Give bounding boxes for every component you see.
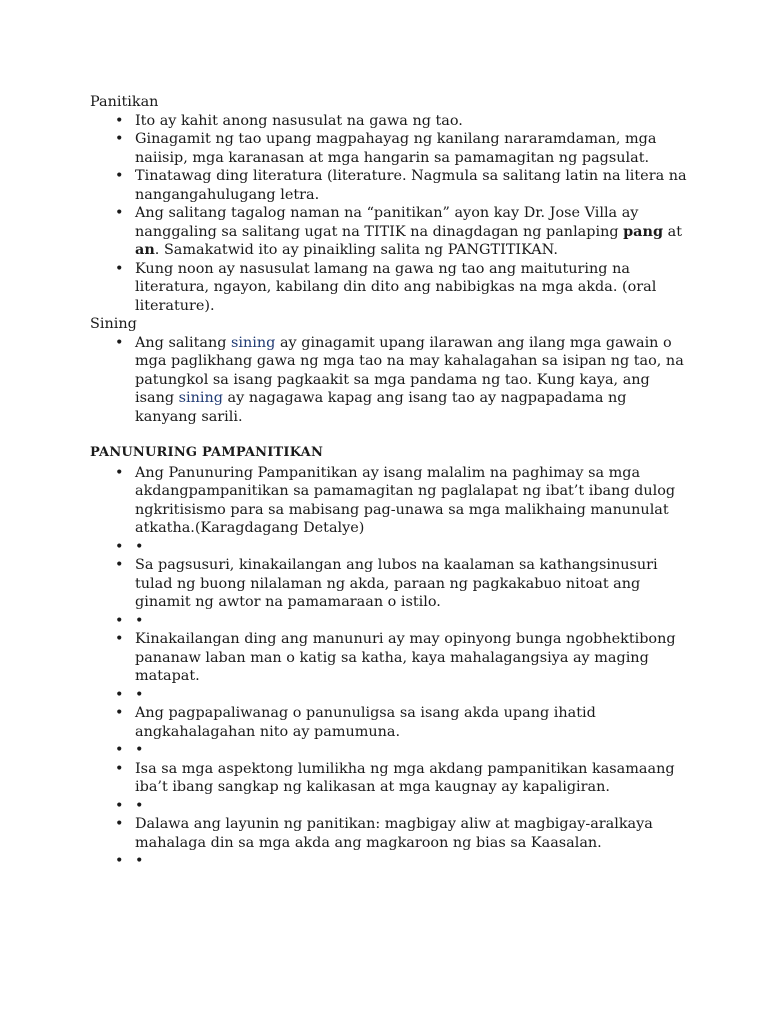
list-item: • Ang salitang tagalog naman na “panitikan” ayon kay Dr. Jose Villa ay nanggaling sa salitang ugat na TITIK na dinagdagan ng panlaping pang at an. Samakatwid ito ay pinaikling salita ng PANGTITIKAN. (115, 205, 682, 258)
bullet: • (115, 464, 124, 481)
keyword-sining: sining (178, 390, 223, 406)
bullet: • (115, 205, 124, 221)
bullet: • (115, 538, 124, 555)
bold-word: an (135, 241, 155, 258)
list-item: • Isa sa mga aspektong lumilikha ng mga akdang pampanitikan kasamaang iba’t ibang sangkap ng kalikasan at mga kaugnay ay kapaligiran. (115, 760, 675, 795)
list-item: • Kung noon ay nasusulat lamang na gawa ng tao ang maituturing na literatura, ngayon, kabilang din dito ang nabibigkas na mga akda. (oral literature). (115, 260, 657, 314)
bullet: • (115, 816, 124, 832)
list-item: • Ito ay kahit anong nasusulat na gawa ng tao. (115, 112, 463, 129)
bullet: • (115, 260, 124, 277)
list-item: • • (115, 853, 144, 869)
bold-word: pang (623, 222, 664, 240)
bullet: • (115, 112, 124, 129)
sining-list (90, 334, 690, 427)
bullet: • (115, 557, 124, 573)
heading-panitikan: Panitikan (90, 94, 159, 110)
list-item: • Dalawa ang layunin ng panitikan: magbigay aliw at magbigay-aralkaya mahalaga din sa mga akda ang magkaroon ng bias sa Kaasalan. (115, 816, 653, 851)
list-item: • Ang Panunuring Pampanitikan ay isang malalim na paghimay sa mga akdangpampanitikan sa pamamagitan ng paglalapat ng ibat’t ibang dulog ngkritisismo para sa mabisang pag-unawa sa mga malikhaing manunulat atkatha.(Karagdagang Detalye) (115, 464, 676, 536)
bullet: • (115, 853, 124, 869)
list-item: • Ang pagpapaliwanag o panunuligsa sa isang akda upang ihatid angkahalagahan nito ay pamumuna. (115, 705, 596, 740)
bullet: • (115, 797, 124, 814)
heading-sining: Sining (90, 316, 137, 332)
list-item: • Ang salitang sining ay ginagamit upang ilarawan ang ilang mga gawain o mga paglikhang gawa ng mga tao na may kahalagahan sa isipan ng tao, na patungkol sa isang pagkaakit sa mga pandama ng tao. Kung kaya, ang isang sining ay nagagawa kapag ang isang tao ay nagpapadama ng kanyang sarili. (115, 334, 684, 425)
bullet: • (115, 168, 124, 184)
document-content (90, 93, 690, 871)
panitikan-list (90, 112, 690, 316)
bullet: • (115, 686, 124, 703)
list-item: • • (115, 686, 144, 703)
bullet: • (115, 760, 124, 777)
list-item: • • (115, 797, 144, 814)
list-item: • • (115, 742, 144, 758)
list-item: • Kinakailangan ding ang manunuri ay may opinyong bunga ngobhektibong pananaw laban man o katig sa katha, kaya mahalagangsiya ay maging matapat. (115, 631, 676, 684)
keyword-sining: sining (231, 334, 276, 351)
bullet: • (115, 742, 124, 758)
panunuri-list (90, 464, 690, 871)
list-item: • Sa pagsusuri, kinakailangan ang lubos na kaalaman sa kathangsinusuri tulad ng buong nilalaman ng akda, paraan ng pagkakabuo nitoat ang ginamit ng awtor na pamamaraan o istilo. (115, 557, 658, 610)
list-item: • Tinatawag ding literatura (literature. Nagmula sa salitang latin na litera na nangangahulugang letra. (115, 168, 687, 203)
bullet: • (115, 334, 124, 351)
list-item: • • (115, 538, 144, 555)
bullet: • (115, 131, 124, 147)
heading-panunuring-pampanitikan: PANUNURING PAMPANITIKAN (90, 445, 324, 460)
bullet: • (115, 612, 124, 629)
bullet: • (115, 705, 124, 721)
bullet: • (115, 631, 124, 647)
list-item: • • (115, 612, 144, 629)
list-item: • Ginagamit ng tao upang magpahayag ng kanilang nararamdaman, mga naiisip, mga karanasan at mga hangarin sa pamamagitan ng pagsulat. (115, 131, 657, 166)
